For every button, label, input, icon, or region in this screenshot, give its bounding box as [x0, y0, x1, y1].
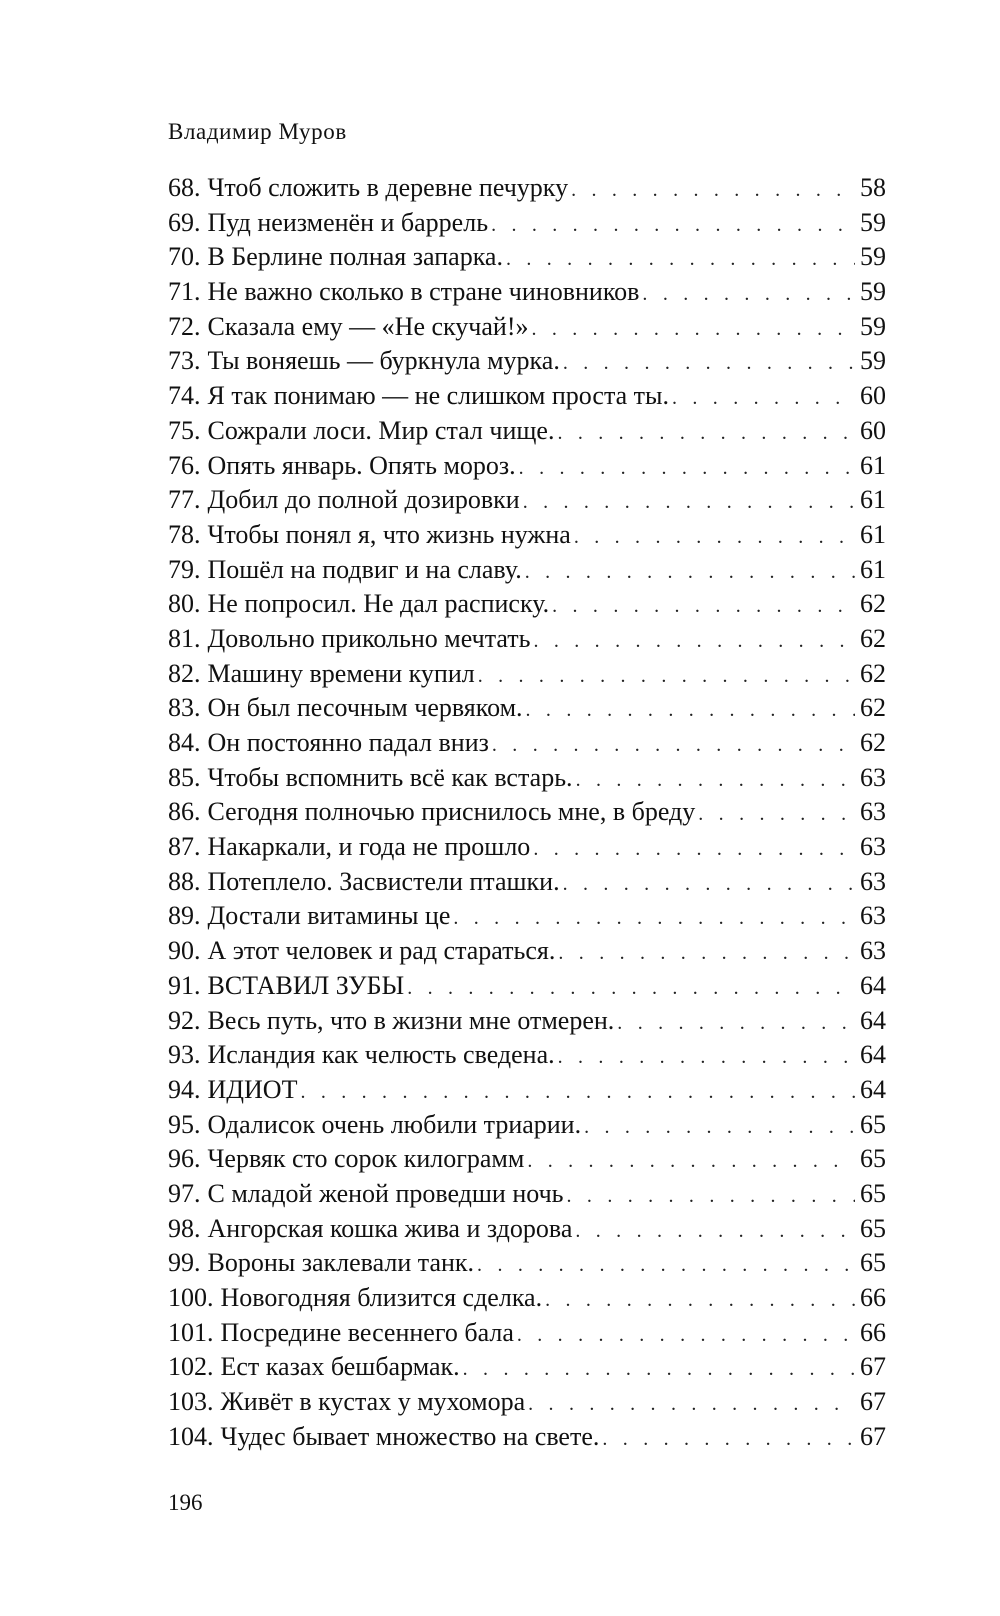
toc-entry-number: 97.	[168, 1178, 201, 1208]
toc-entry-title: А этот человек и рад стараться.	[207, 936, 556, 966]
toc-entry-number: 91.	[168, 970, 201, 1000]
toc-entry[interactable]	[168, 310, 886, 345]
dot-leader	[563, 346, 855, 379]
toc-entry-title: Новогодняя близится сделка.	[220, 1283, 543, 1312]
toc-entry-page: 59	[860, 207, 886, 237]
toc-entry-title: Исландия как челюсть сведена.	[207, 1040, 555, 1070]
toc-entry-page: 61	[860, 485, 886, 515]
toc-entry-number: 74.	[168, 381, 201, 411]
dot-leader	[563, 867, 855, 900]
toc-entry-title: С младой женой проведши ночь	[207, 1178, 564, 1208]
toc-entry-number: 83.	[168, 693, 201, 723]
toc-entry[interactable]	[168, 379, 886, 414]
dot-leader	[576, 763, 855, 796]
toc-entry-page: 63	[860, 797, 886, 827]
toc-entry-number: 89.	[168, 901, 201, 931]
toc-entry[interactable]	[168, 449, 886, 484]
toc-entry[interactable]	[168, 726, 886, 761]
toc-entry-title: Не важно сколько в стране чиновников	[207, 277, 640, 307]
dot-leader	[407, 971, 855, 1004]
toc-entry[interactable]	[168, 414, 886, 449]
dot-leader	[491, 208, 855, 241]
toc-entry-title: Чтоб сложить в деревне печурку	[207, 173, 569, 202]
toc-entry[interactable]	[168, 865, 886, 900]
toc-entry-page: 61	[860, 450, 886, 480]
toc-entry-page: 65	[860, 1248, 886, 1278]
toc-entry-page: 63	[860, 832, 886, 862]
toc-entry-page: 60	[860, 415, 886, 445]
toc-entry[interactable]	[168, 1420, 886, 1455]
dot-leader	[506, 242, 855, 275]
toc-entry-number: 84.	[168, 728, 201, 757]
toc-entry[interactable]	[168, 691, 886, 726]
toc-entry-page: 64	[860, 1074, 886, 1104]
toc-entry-page: 62	[860, 658, 886, 688]
toc-entry-page: 66	[860, 1317, 886, 1347]
dot-leader	[492, 728, 855, 761]
dot-leader	[478, 659, 855, 692]
toc-entry[interactable]	[168, 483, 886, 518]
toc-entry-number: 82.	[168, 658, 201, 688]
toc-entry-page: 62	[860, 589, 886, 619]
toc-entry-title: Сегодня полночью приснилось мне, в бреду	[207, 797, 696, 827]
toc-entry-title: Не попросил. Не дал расписку.	[207, 589, 550, 619]
toc-entry-number: 70.	[168, 242, 201, 272]
dot-leader	[558, 936, 855, 969]
dot-leader	[526, 693, 855, 726]
toc-entry-title: Достали витамины це	[207, 901, 451, 931]
toc-entry-page: 62	[860, 623, 886, 653]
toc-entry-number: 71.	[168, 277, 201, 307]
toc-entry-number: 96.	[168, 1144, 201, 1174]
toc-entry-page: 66	[860, 1283, 886, 1312]
toc-entry-title: Чудес бывает множество на свете.	[220, 1421, 600, 1451]
toc-entry-title: Пуд неизменён и баррель	[207, 207, 489, 237]
toc-entry-title: Я так понимаю — не слишком проста ты.	[207, 381, 669, 411]
toc-entry-page: 59	[860, 242, 886, 272]
toc-entry-title: Накаркали, и года не прошло	[207, 832, 531, 862]
dot-leader	[300, 1075, 855, 1108]
toc-entry-page: 61	[860, 519, 886, 549]
toc-entry-title: Он постоянно падал вниз	[207, 728, 489, 757]
toc-entry-title: Червяк сто сорок килограмм	[207, 1144, 525, 1174]
toc-entry-title: Посредине весеннего бала	[220, 1317, 514, 1347]
dot-leader	[463, 1352, 855, 1385]
toc-entry[interactable]	[168, 795, 886, 830]
dot-leader	[528, 1387, 855, 1420]
toc-entry-number: 101.	[168, 1317, 214, 1347]
toc-entry-title: Весь путь, что в жизни мне отмерен.	[207, 1005, 615, 1035]
dot-leader	[584, 1110, 855, 1143]
toc-entry[interactable]	[168, 657, 886, 692]
toc-entry[interactable]	[168, 622, 886, 657]
toc-entry[interactable]	[168, 240, 886, 275]
toc-entry-title: Ты воняешь — буркнула мурка.	[207, 346, 560, 376]
toc-entry-title: Сказала ему — «Не скучай!»	[207, 311, 529, 341]
toc-entry[interactable]	[168, 171, 886, 206]
toc-entry[interactable]	[168, 934, 886, 969]
dot-leader	[477, 1248, 855, 1281]
toc-entry-title: Довольно прикольно мечтать	[207, 623, 531, 653]
toc-entry[interactable]	[168, 899, 886, 934]
toc-entry[interactable]	[168, 587, 886, 622]
toc-entry-page: 59	[860, 346, 886, 376]
toc-entry-title: Вороны заклевали танк.	[207, 1248, 475, 1278]
dot-leader	[575, 1214, 855, 1247]
dot-leader	[574, 520, 855, 553]
toc-entry-title: Добил до полной дозировки	[207, 485, 520, 515]
toc-entry-title: Ест казах бешбармак.	[220, 1352, 460, 1382]
toc-entry-number: 88.	[168, 866, 201, 896]
toc-entry-number: 92.	[168, 1005, 201, 1035]
toc-entry[interactable]	[168, 344, 886, 379]
toc-entry-page: 64	[860, 1005, 886, 1035]
dot-leader	[698, 797, 855, 830]
toc-entry-title: Живёт в кустах у мухомора	[220, 1387, 526, 1417]
toc-entry-page: 65	[860, 1178, 886, 1208]
toc-entry-number: 81.	[168, 623, 201, 653]
page-number: 196	[168, 1490, 203, 1515]
toc-entry-page: 62	[860, 693, 886, 723]
dot-leader	[453, 901, 855, 934]
toc-entry-title: ИДИОТ	[207, 1074, 298, 1104]
toc-entry-number: 87.	[168, 832, 201, 862]
toc-entry[interactable]	[168, 1350, 886, 1385]
toc-entry-page: 62	[860, 728, 886, 757]
dot-leader	[558, 1040, 855, 1073]
toc-entry-number: 103.	[168, 1387, 214, 1417]
toc-entry-title: Машину времени купил	[207, 658, 475, 688]
toc-entry-title: Он был песочным червяком.	[207, 693, 523, 723]
toc-entry[interactable]	[168, 275, 886, 310]
toc-entry-number: 79.	[168, 554, 201, 584]
table-of-contents	[168, 171, 886, 1454]
dot-leader	[552, 589, 855, 622]
toc-entry-page: 63	[860, 866, 886, 896]
dot-leader	[531, 312, 855, 345]
toc-entry-page: 67	[860, 1387, 886, 1417]
toc-entry-page: 65	[860, 1109, 886, 1139]
toc-entry-number: 86.	[168, 797, 201, 827]
toc-entry[interactable]	[168, 553, 886, 588]
toc-entry[interactable]	[168, 1108, 886, 1143]
toc-entry-number: 73.	[168, 346, 201, 376]
dot-leader	[602, 1422, 855, 1455]
toc-entry-number: 69.	[168, 207, 201, 237]
toc-entry[interactable]	[168, 830, 886, 865]
toc-entry-title: ВСТАВИЛ ЗУБЫ	[207, 970, 405, 1000]
toc-entry-page: 65	[860, 1213, 886, 1243]
toc-entry-title: Пошёл на подвиг и на славу.	[207, 554, 522, 584]
toc-entry[interactable]	[168, 1281, 886, 1316]
toc-entry-title: В Берлине полная запарка.	[207, 242, 503, 272]
toc-entry-title: Потеплело. Засвистели пташки.	[207, 866, 560, 896]
toc-entry-page: 63	[860, 762, 886, 792]
toc-entry[interactable]	[168, 1246, 886, 1281]
toc-entry[interactable]	[168, 1212, 886, 1247]
toc-entry-title: Сожрали лоси. Мир стал чище.	[207, 415, 555, 445]
toc-entry[interactable]	[168, 1177, 886, 1212]
toc-entry-number: 104.	[168, 1421, 214, 1451]
toc-entry-number: 90.	[168, 936, 201, 966]
toc-entry[interactable]	[168, 206, 886, 241]
toc-entry-number: 77.	[168, 485, 201, 515]
toc-entry-number: 94.	[168, 1074, 201, 1104]
toc-entry[interactable]	[168, 1142, 886, 1177]
toc-entry-page: 60	[860, 381, 886, 411]
dot-leader	[642, 277, 855, 310]
toc-entry-page: 59	[860, 311, 886, 341]
toc-entry-title: Опять январь. Опять мороз.	[207, 450, 516, 480]
toc-entry-number: 76.	[168, 450, 201, 480]
toc-entry-title: Чтобы вспомнить всё как встарь.	[207, 762, 573, 792]
toc-entry-page: 58	[860, 173, 886, 202]
toc-entry-number: 85.	[168, 762, 201, 792]
dot-leader	[527, 1144, 855, 1177]
dot-leader	[533, 832, 855, 865]
toc-entry[interactable]	[168, 1038, 886, 1073]
toc-entry-title: Ангорская кошка жива и здорова	[207, 1213, 573, 1243]
dot-leader	[533, 624, 855, 657]
dot-leader	[617, 1006, 855, 1039]
toc-entry-page: 64	[860, 970, 886, 1000]
toc-entry-number: 75.	[168, 415, 201, 445]
toc-entry[interactable]	[168, 518, 886, 553]
toc-entry-title: Чтобы понял я, что жизнь нужна	[207, 519, 571, 549]
toc-entry[interactable]	[168, 761, 886, 796]
toc-entry-number: 95.	[168, 1109, 201, 1139]
dot-leader	[523, 485, 855, 518]
toc-entry-number: 100.	[168, 1283, 214, 1312]
dot-leader	[519, 451, 855, 484]
toc-entry-title: Одалисок очень любили триарии.	[207, 1109, 582, 1139]
toc-entry[interactable]	[168, 1004, 886, 1039]
toc-entry[interactable]	[168, 1316, 886, 1351]
dot-leader	[545, 1283, 855, 1316]
toc-entry-number: 80.	[168, 589, 201, 619]
toc-entry-number: 98.	[168, 1213, 201, 1243]
toc-entry-page: 67	[860, 1352, 886, 1382]
dot-leader	[571, 173, 855, 206]
toc-entry[interactable]	[168, 969, 886, 1004]
toc-entry[interactable]	[168, 1385, 886, 1420]
dot-leader	[567, 1179, 855, 1212]
toc-entry-page: 67	[860, 1421, 886, 1451]
toc-entry-page: 64	[860, 1040, 886, 1070]
toc-entry-number: 72.	[168, 311, 201, 341]
toc-entry-page: 59	[860, 277, 886, 307]
dot-leader	[525, 555, 855, 588]
toc-entry-page: 63	[860, 901, 886, 931]
toc-entry-page: 63	[860, 936, 886, 966]
dot-leader	[672, 381, 855, 414]
toc-entry[interactable]	[168, 1073, 886, 1108]
toc-entry-number: 78.	[168, 519, 201, 549]
toc-entry-number: 99.	[168, 1248, 201, 1278]
toc-entry-number: 68.	[168, 173, 201, 202]
toc-entry-page: 65	[860, 1144, 886, 1174]
dot-leader	[557, 416, 855, 449]
toc-entry-number: 102.	[168, 1352, 214, 1382]
running-head-author: Владимир Муров	[168, 119, 347, 144]
dot-leader	[517, 1318, 855, 1351]
toc-entry-number: 93.	[168, 1040, 201, 1070]
toc-entry-page: 61	[860, 554, 886, 584]
